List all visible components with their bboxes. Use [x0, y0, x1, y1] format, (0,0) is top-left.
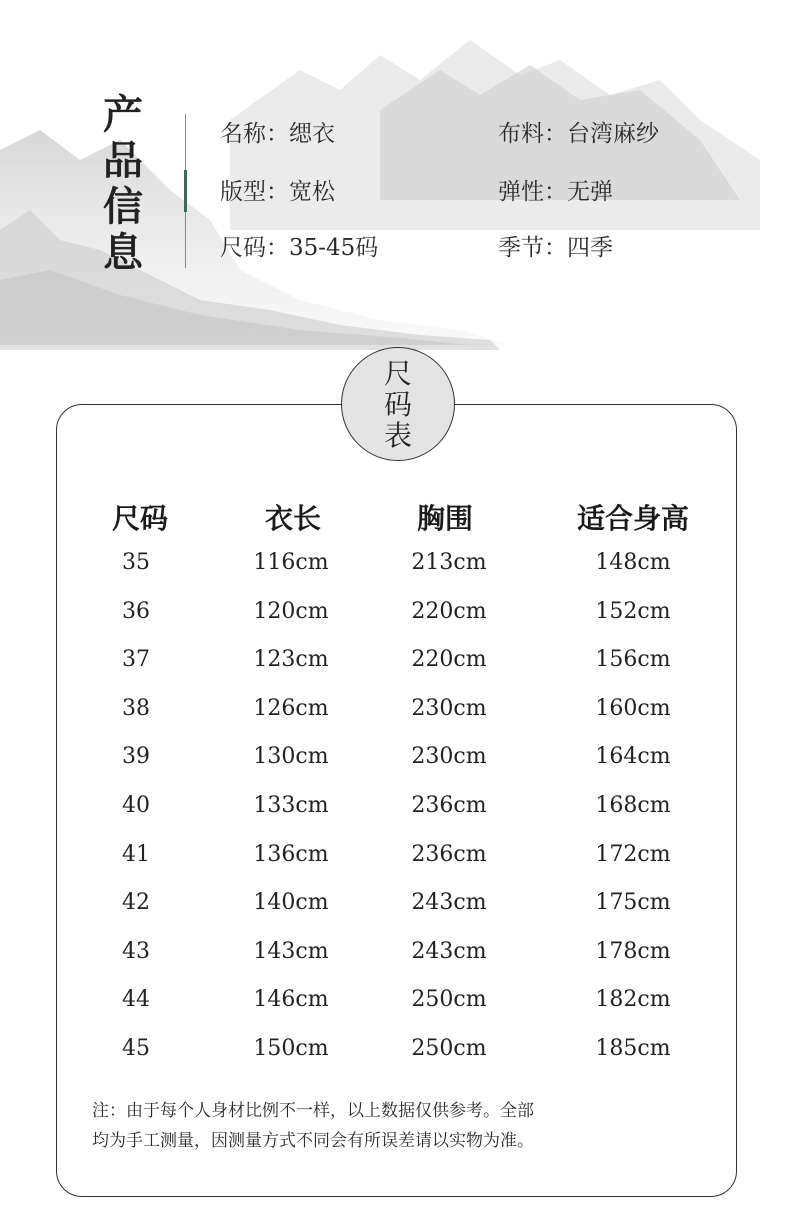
- cell-height: 178cm: [595, 938, 671, 964]
- cell-chest: 243cm: [411, 938, 487, 964]
- cell-height: 148cm: [595, 550, 671, 575]
- cell-height: 156cm: [595, 647, 671, 673]
- cell-chest: 230cm: [411, 744, 487, 770]
- cell-length: 143cm: [253, 938, 329, 964]
- header-height: 适合身高: [576, 502, 689, 535]
- cell-chest: 230cm: [411, 695, 487, 721]
- cell-length: 120cm: [253, 598, 329, 624]
- header-size: 尺码: [111, 502, 168, 535]
- info-size: 尺码：35-45码: [220, 235, 379, 261]
- info-name: 名称：缌衣: [220, 121, 335, 147]
- cell-length: 146cm: [253, 987, 329, 1013]
- cell-chest: 243cm: [411, 890, 487, 916]
- cell-size: 35: [122, 550, 150, 575]
- cell-size: 40: [122, 793, 150, 818]
- measurement-note: 注：由于每个人身材比例不一样，以上数据仅供参考。全部 均为手工测量，因测量方式不同会有所误差请以实物为准。: [92, 1101, 534, 1151]
- cell-size: 45: [122, 1036, 150, 1061]
- cell-size: 44: [122, 987, 150, 1013]
- info-fit: 版型：宽松: [220, 179, 335, 205]
- cell-length: 133cm: [253, 793, 329, 818]
- cell-height: 168cm: [595, 793, 671, 818]
- header-length: 衣长: [264, 502, 321, 535]
- cell-size: 41: [122, 841, 150, 867]
- cell-size: 43: [122, 938, 150, 964]
- cell-length: 123cm: [253, 647, 329, 673]
- cell-length: 136cm: [253, 841, 329, 867]
- cell-size: 42: [122, 890, 150, 916]
- cell-chest: 236cm: [411, 793, 487, 818]
- cell-height: 185cm: [595, 1036, 671, 1061]
- cell-height: 172cm: [595, 841, 671, 867]
- cell-size: 36: [122, 598, 150, 624]
- cell-height: 175cm: [595, 890, 671, 916]
- cell-chest: 236cm: [411, 841, 487, 867]
- cell-chest: 220cm: [411, 647, 487, 673]
- cell-size: 39: [122, 744, 150, 770]
- cell-length: 126cm: [253, 695, 329, 721]
- cell-chest: 250cm: [411, 987, 487, 1013]
- cell-size: 38: [122, 695, 150, 721]
- cell-length: 116cm: [253, 550, 329, 575]
- info-season: 季节：四季: [498, 235, 613, 261]
- cell-length: 150cm: [253, 1036, 329, 1061]
- cell-chest: 250cm: [411, 1036, 487, 1061]
- cell-length: 140cm: [253, 890, 329, 916]
- cell-height: 152cm: [595, 598, 671, 624]
- cell-height: 164cm: [595, 744, 671, 770]
- cell-size: 37: [122, 647, 150, 673]
- info-elasticity: 弹性：无弹: [498, 179, 613, 205]
- cell-height: 160cm: [595, 695, 671, 721]
- info-fabric: 布料：台湾麻纱: [498, 121, 659, 147]
- cell-chest: 213cm: [411, 550, 487, 575]
- cell-height: 182cm: [595, 987, 671, 1013]
- cell-length: 130cm: [253, 744, 329, 770]
- cell-chest: 220cm: [411, 598, 487, 624]
- section-title-vertical: 产 品 信 息: [103, 91, 143, 276]
- header-chest: 胸围: [416, 502, 473, 535]
- divider-accent: [184, 170, 187, 212]
- size-chart-badge: 尺 码 表: [341, 347, 455, 461]
